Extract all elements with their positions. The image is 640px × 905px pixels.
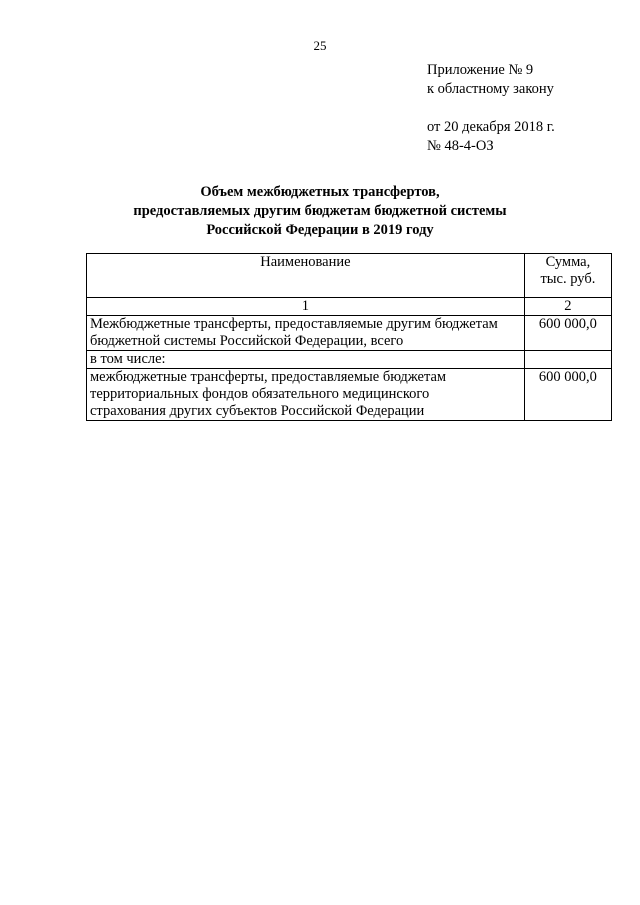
header-sum-line-2: тыс. руб. — [540, 271, 596, 287]
page-number: 25 — [313, 38, 327, 53]
row-sum-cell — [524, 351, 611, 369]
row-name-line: межбюджетные трансферты, предоставляемые бюджетам — [90, 369, 447, 385]
row-name-line: бюджетной системы Российской Федерации, всего — [90, 333, 404, 349]
row-sum-cell: 600 000,0 — [524, 369, 611, 421]
appendix-block — [427, 61, 555, 156]
row-name-line: в том числе: — [90, 351, 166, 367]
header-sum-cell — [524, 254, 611, 298]
column-number-row — [87, 298, 612, 316]
table-row — [87, 351, 612, 369]
row-name-cell — [87, 316, 525, 351]
table-header-row — [87, 254, 612, 298]
transfers-table — [86, 253, 612, 421]
title-line-3: Российской Федерации в 2019 году — [206, 222, 434, 238]
row-name-line: территориальных фондов обязательного медицинского — [90, 386, 430, 402]
row-sum-cell: 600 000,0 — [524, 316, 611, 351]
appendix-number: Приложение № 9 — [427, 62, 534, 78]
row-name-line: страхования других субъектов Российской Федерации — [90, 403, 425, 419]
appendix-law-reference: к областному закону — [427, 81, 554, 97]
row-name-cell — [87, 351, 525, 369]
appendix-law-number: № 48-4-ОЗ — [427, 138, 494, 154]
row-name-cell — [87, 369, 525, 421]
appendix-date: от 20 декабря 2018 г. — [427, 119, 555, 135]
header-name-cell: Наименование — [87, 254, 525, 298]
table-row — [87, 316, 612, 351]
title-line-1: Объем межбюджетных трансфертов, — [200, 184, 440, 200]
document-title — [0, 183, 640, 240]
row-name-line: Межбюджетные трансферты, предоставляемые другим бюджетам — [90, 316, 498, 332]
table-row — [87, 369, 612, 421]
column-number-sum: 2 — [524, 298, 611, 316]
header-sum-line-1: Сумма, — [545, 254, 591, 270]
column-number-name: 1 — [87, 298, 525, 316]
title-line-2: предоставляемых другим бюджетам бюджетной системы — [133, 203, 507, 219]
